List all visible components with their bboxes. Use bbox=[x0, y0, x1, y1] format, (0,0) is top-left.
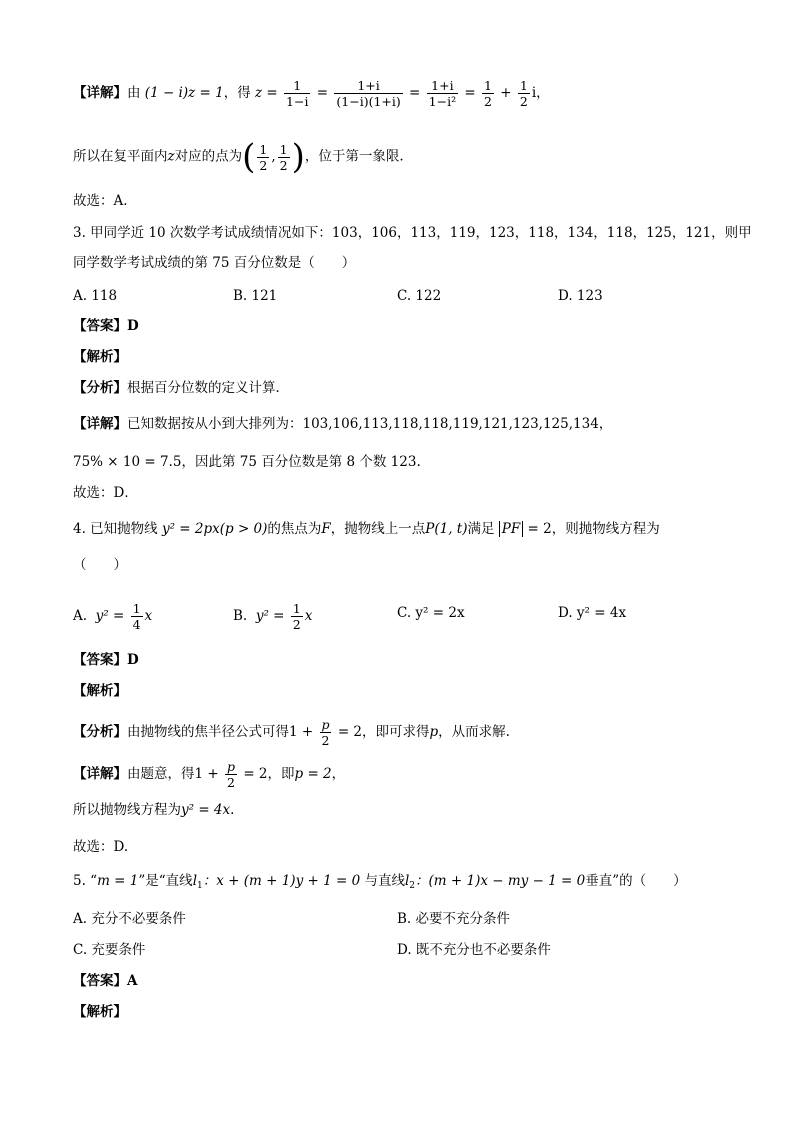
q4-choose: 故选：D. bbox=[73, 839, 129, 855]
q4-option-a: A. y² = $\frac{1}{4}$ x bbox=[73, 601, 153, 632]
fraction: $\frac{1}{2}$ bbox=[279, 141, 288, 173]
question-3-line-1: 3. 甲同学近 10 次数学考试成绩情况如下：103，106，113，119，123，118，134，118，125，121，则甲 bbox=[73, 225, 752, 241]
question-3-line-2: 同学数学考试成绩的第 75 百分位数是（ ） bbox=[73, 255, 356, 271]
q4-option-b: B. y² = $\frac{1}{2}$ x bbox=[233, 601, 313, 632]
detail-line-1: 【详解】由 (1 − i)z = 1，得 z = $\frac{1}{1-i}$ = $\frac{1+i}{(1-i)(1+i)}$ = $\frac{1+i}{\text{1−i²}}$ = $\frac{1}{2}$ + $\frac{1}{2}$ i， bbox=[73, 78, 550, 109]
q4-analysis-heading: 【解析】 bbox=[73, 683, 127, 699]
q3-option-d: D. 123 bbox=[558, 288, 603, 304]
question-5-line-1: 5. “m = 1”是“直线$l_1$：x + (m + 1)y + 1 = 0 与直线$l_2$：(m + 1)x − my − 1 = 0垂直”的（ ） bbox=[73, 873, 687, 891]
q3-option-c: C. 122 bbox=[397, 288, 442, 304]
detail-tag: 【详解】 bbox=[73, 85, 127, 101]
q3-analysis-heading: 【解析】 bbox=[73, 349, 127, 365]
q3-choose: 故选：D． bbox=[73, 485, 138, 501]
equation: (1 − i)z = 1 bbox=[144, 85, 224, 101]
fraction: $\frac{1}{2}$ bbox=[519, 78, 528, 109]
fraction: $\frac{1}{2}$ bbox=[484, 78, 492, 109]
q3-option-a: A. 118 bbox=[73, 288, 118, 304]
question-4-line-2: （ ） bbox=[73, 557, 127, 573]
q3-detail: 【详解】已知数据按从小到大排列为：103,106,113,118,118,119,121,123,125,134， bbox=[73, 416, 613, 432]
q4-option-c: C. y² = 2x bbox=[397, 605, 465, 621]
q3-fenxi: 【分析】根据百分位数的定义计算． bbox=[73, 380, 289, 396]
fraction: $\frac{1}{2}$ bbox=[259, 141, 268, 173]
q4-option-d: D. y² = 4x bbox=[558, 605, 627, 621]
q5-option-d: D. 既不充分也不必要条件 bbox=[397, 942, 551, 958]
q4-conclusion: 所以抛物线方程为y² = 4x. bbox=[73, 802, 235, 818]
detail-line-2: 所以在复平面内z对应的点为( $\frac{1}{2}$ , $\frac{1}{2}$ )，位于第一象限. bbox=[73, 137, 404, 177]
q4-fenxi: 【分析】由抛物线的焦半径公式可得1 + $\frac{p}{2}$ = 2，即可求得p，从而求解. bbox=[73, 717, 510, 748]
fraction: $\frac{1}{1-i}$ bbox=[286, 78, 309, 109]
q5-answer: 【答案】A bbox=[73, 973, 138, 989]
q5-option-c: C. 充要条件 bbox=[73, 942, 146, 958]
fraction: $\frac{1+i}{\text{1−i²}}$ bbox=[428, 78, 457, 109]
q4-detail: 【详解】由题意，得1 + $\frac{p}{2}$ = 2，即p = 2， bbox=[73, 759, 346, 790]
q3-option-b: B. 121 bbox=[233, 288, 278, 304]
question-4-line-1: 4. 已知抛物线 y² = 2px(p > 0)的焦点为F，抛物线上一点P(1, t)满足 PF = 2，则抛物线方程为 bbox=[73, 521, 660, 537]
q3-calc: 75% × 10 = 7.5，因此第 75 百分位数是第 8 个数 123. bbox=[73, 454, 421, 470]
q3-answer: 【答案】D bbox=[73, 318, 139, 334]
q5-analysis-heading: 【解析】 bbox=[73, 1004, 127, 1020]
choose-line: 故选：A. bbox=[73, 193, 128, 209]
q4-answer: 【答案】D bbox=[73, 652, 139, 668]
q5-option-a: A. 充分不必要条件 bbox=[73, 911, 186, 927]
fraction: $\frac{1+i}{(1-i)(1+i)}$ bbox=[336, 78, 401, 109]
q5-option-b: B. 必要不充分条件 bbox=[397, 911, 511, 927]
